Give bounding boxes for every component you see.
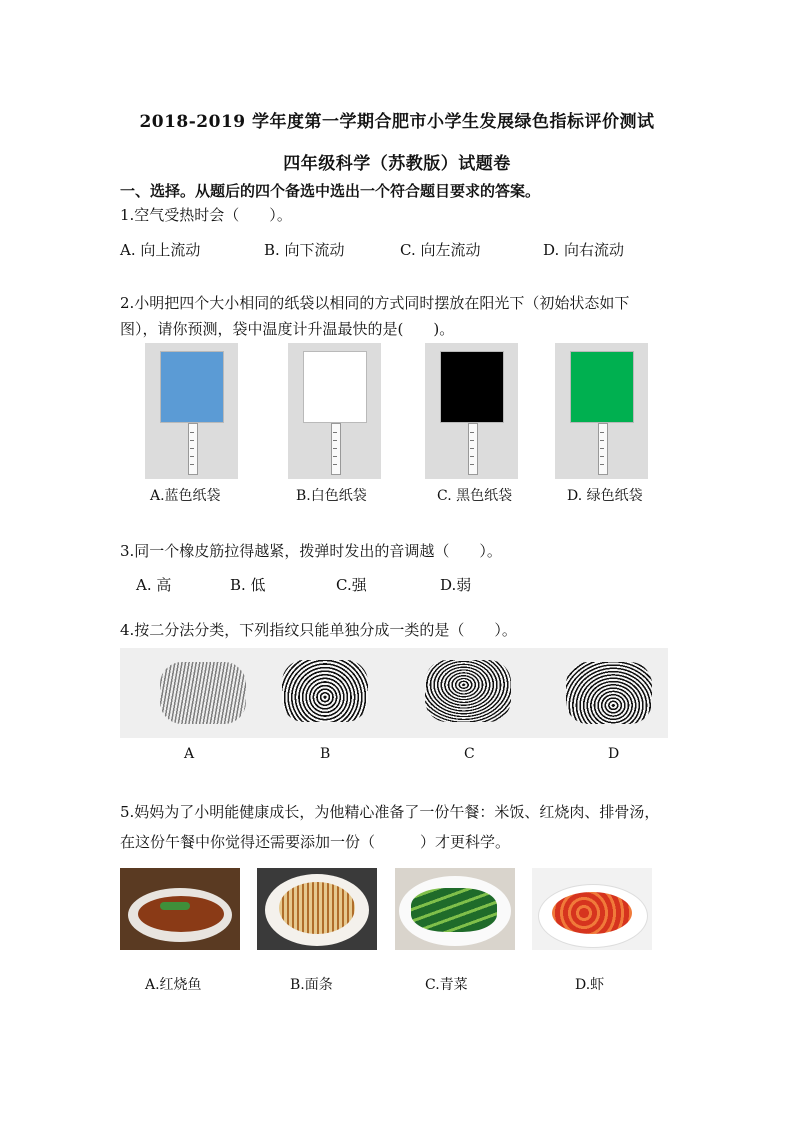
question-1-option-b: B. 向下流动 — [264, 241, 345, 259]
question-2-stem-line2: 图），请你预测，袋中温度计升温最快的是( )。 — [120, 320, 455, 338]
question-5-stem-line2: 在这份午餐中你觉得还需要添加一份（ ）才更科学。 — [120, 833, 511, 851]
fingerprint-c-image — [425, 660, 511, 722]
question-3-stem: 3.同一个橡皮筋拉得越紧，拨弹时发出的音调越（ ）。 — [120, 542, 502, 560]
question-3-option-b: B. 低 — [230, 576, 266, 594]
bag-figure-black — [425, 343, 518, 479]
question-2-caption-d: D. 绿色纸袋 — [567, 488, 643, 504]
question-1-option-c: C. 向左流动 — [400, 241, 481, 259]
fingerprint-b-image — [282, 660, 368, 722]
paper-bag-white — [303, 351, 367, 423]
bag-figure-green — [555, 343, 648, 479]
bag-figure-blue — [145, 343, 238, 479]
section-heading: 一、选择。从题后的四个备选中选出一个符合题目要求的答案。 — [120, 182, 541, 200]
question-4-stem: 4.按二分法分类，下列指纹只能单独分成一类的是（ ）。 — [120, 621, 517, 639]
question-1-stem: 1.空气受热时会（ ）。 — [120, 206, 292, 224]
food-photo-greens — [395, 868, 515, 950]
question-5-caption-b: B.面条 — [290, 977, 333, 993]
fingerprint-label-d: D — [608, 746, 620, 762]
paper-bag-blue — [160, 351, 224, 423]
thermometer-icon — [188, 423, 198, 475]
question-5-caption-a: A.红烧鱼 — [145, 977, 202, 993]
thermometer-icon — [598, 423, 608, 475]
bag-figure-white — [288, 343, 381, 479]
exam-title: 2018-2019 学年度第一学期合肥市小学生发展绿色指标评价测试 — [139, 112, 655, 132]
food-photo-braised-fish — [120, 868, 240, 950]
paper-bag-green — [570, 351, 634, 423]
fingerprint-a-image — [160, 662, 246, 724]
question-1-option-d: D. 向右流动 — [543, 241, 625, 259]
question-2-caption-a: A.蓝色纸袋 — [150, 488, 221, 504]
question-2-caption-b: B.白色纸袋 — [296, 488, 367, 504]
fingerprint-label-b: B — [320, 746, 331, 762]
fingerprint-label-a: A — [184, 746, 195, 762]
question-5-caption-c: C.青菜 — [425, 977, 468, 993]
question-2-caption-c: C. 黑色纸袋 — [437, 488, 513, 504]
exam-subtitle: 四年级科学（苏教版）试题卷 — [283, 154, 511, 174]
paper-bag-black — [440, 351, 504, 423]
thermometer-icon — [468, 423, 478, 475]
food-photo-noodles — [257, 868, 377, 950]
question-1-option-a: A. 向上流动 — [120, 241, 201, 259]
question-3-option-a: A. 高 — [136, 576, 172, 594]
food-photo-shrimp — [532, 868, 652, 950]
question-5-stem-line1: 5.妈妈为了小明能健康成长，为他精心准备了一份午餐：米饭、红烧肉、排骨汤， — [120, 803, 660, 821]
thermometer-icon — [331, 423, 341, 475]
fingerprint-strip — [120, 648, 668, 738]
question-5-caption-d: D.虾 — [575, 977, 605, 993]
fingerprint-label-c: C — [464, 746, 475, 762]
question-3-option-d: D.弱 — [440, 576, 472, 594]
question-3-option-c: C.强 — [336, 576, 367, 594]
question-2-stem-line1: 2.小明把四个大小相同的纸袋以相同的方式同时摆放在阳光下（初始状态如下 — [120, 294, 630, 312]
fingerprint-d-image — [566, 662, 652, 724]
